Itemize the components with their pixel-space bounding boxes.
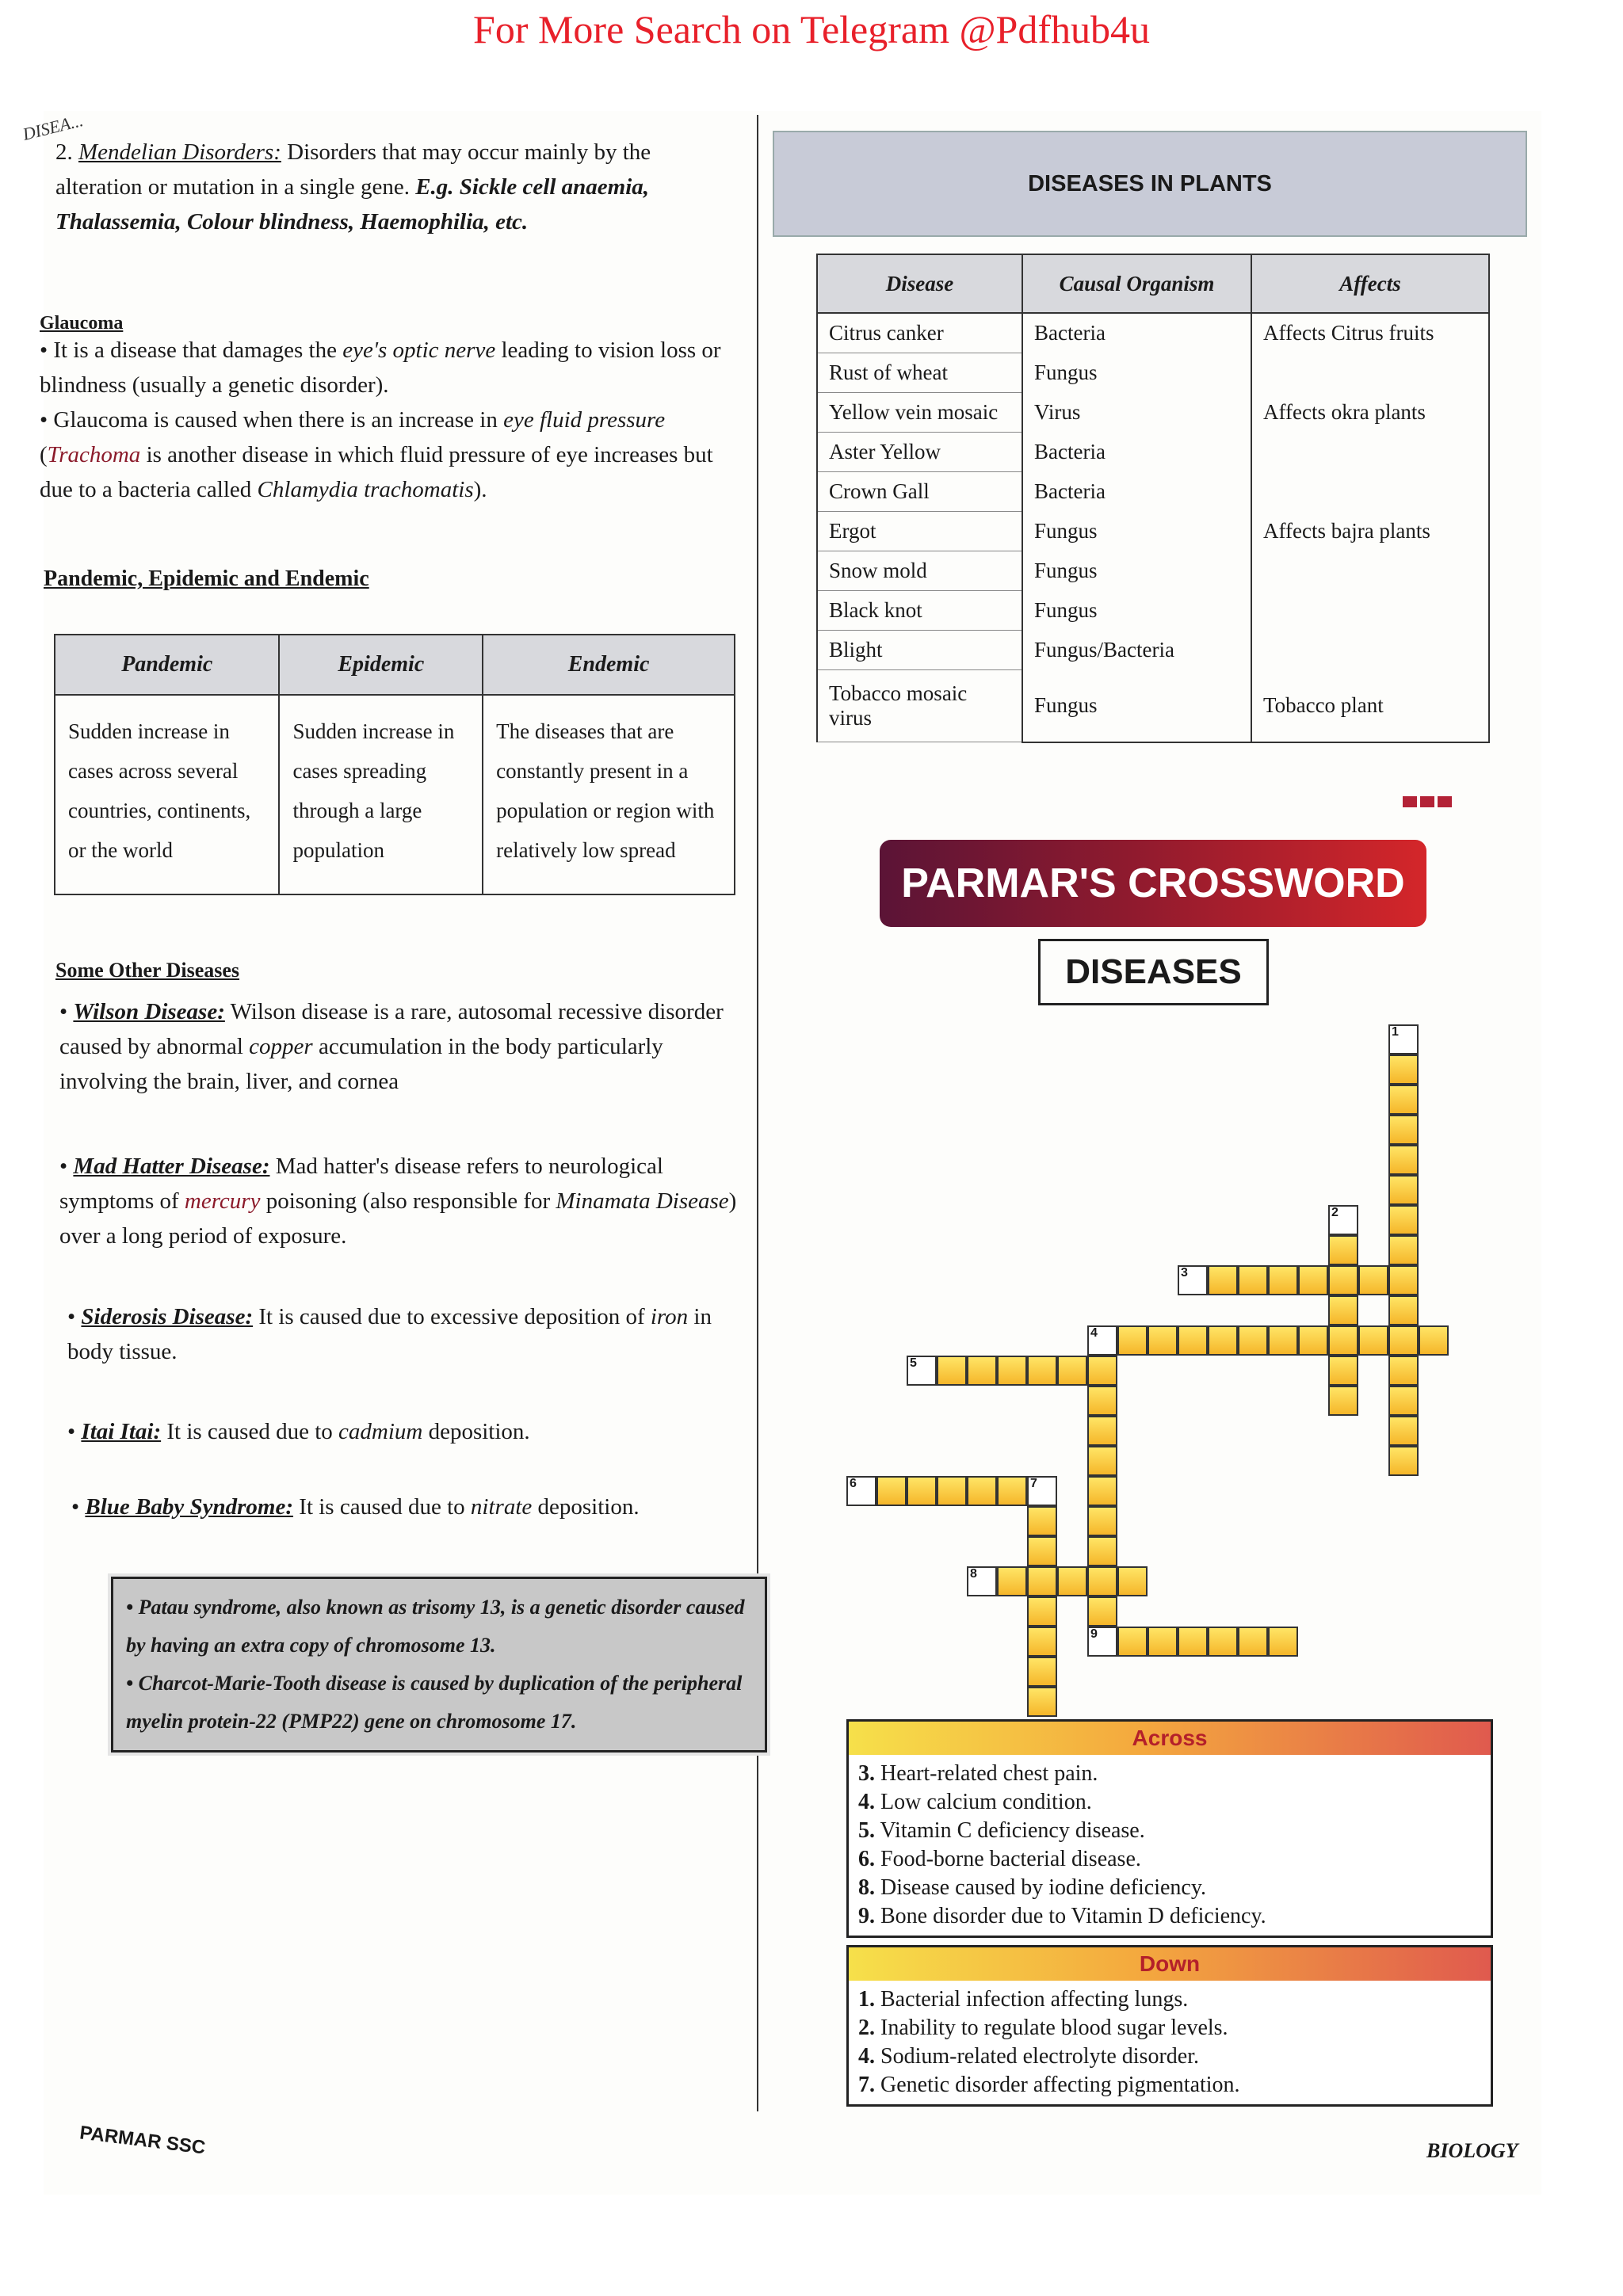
cell-number: 7 [1030, 1477, 1037, 1490]
plant-organism: Fungus/Bacteria [1022, 631, 1251, 670]
cell-number: 2 [1331, 1206, 1338, 1219]
glaucoma-title: Glaucoma [40, 313, 124, 334]
plant-row [817, 472, 1489, 512]
crossword-number-cell[interactable] [1027, 1476, 1057, 1506]
crossword-cell[interactable] [1388, 1386, 1419, 1416]
crossword-cell[interactable] [1027, 1566, 1057, 1596]
crossword-cell[interactable] [1027, 1356, 1057, 1386]
plant-row [817, 433, 1489, 472]
crossword-number-cell[interactable] [967, 1566, 997, 1596]
crossword-cell[interactable] [1388, 1356, 1419, 1386]
crossword-cell[interactable] [1388, 1446, 1419, 1476]
crossword-cell[interactable] [937, 1356, 967, 1386]
plant-organism: Bacteria [1022, 472, 1251, 512]
footer-subject: BIOLOGY [1426, 2139, 1518, 2162]
across-clue: 3. Heart-related chest pain. [858, 1761, 1098, 1786]
crossword-cell[interactable] [1027, 1627, 1057, 1657]
crossword-cell[interactable] [1298, 1265, 1328, 1295]
crossword-grid [846, 1024, 1488, 1714]
crossword-cell[interactable] [1087, 1476, 1117, 1506]
plants-title: DISEASES IN PLANTS [773, 131, 1527, 237]
organism-header: Causal Organism [1022, 254, 1251, 313]
plant-disease: Black knot [817, 591, 1022, 631]
crossword-cell[interactable] [1298, 1325, 1328, 1356]
epidemic-cell: Sudden increase in cases spreading through a large population [279, 695, 483, 894]
plants-table [816, 254, 1490, 743]
crossword-cell[interactable] [1268, 1265, 1298, 1295]
pandemic-header: Pandemic [55, 635, 279, 695]
crossword-cell[interactable] [1027, 1657, 1057, 1687]
note-patau: • Patau syndrome, also known as trisomy 13, is a genetic disorder caused by having an extra copy of chromosome 13. [126, 1596, 745, 1657]
crossword-number-cell[interactable] [846, 1476, 876, 1506]
disease-header: Disease [817, 254, 1022, 313]
crossword-cell[interactable] [1358, 1325, 1388, 1356]
crossword-title: PARMAR'S CROSSWORD [880, 840, 1426, 927]
crossword-subtitle: DISEASES [1038, 939, 1269, 1005]
crossword-cell[interactable] [967, 1476, 997, 1506]
crossword-cell[interactable] [1388, 1325, 1419, 1356]
note-charcot: • Charcot-Marie-Tooth disease is caused by duplication of the peripheral myelin protein-22 (PMP22) gene on chromosome 17. [126, 1672, 743, 1733]
crossword-cell[interactable] [1388, 1055, 1419, 1085]
crossword-cell[interactable] [1027, 1687, 1057, 1717]
crossword-cell[interactable] [1027, 1536, 1057, 1566]
plant-organism: Fungus [1022, 353, 1251, 393]
crossword-cell[interactable] [1388, 1175, 1419, 1205]
cell-number: 6 [850, 1477, 857, 1490]
mendelian-title: Mendelian Disorders: [78, 139, 281, 165]
decor-squares [1403, 796, 1455, 811]
cell-number: 5 [910, 1356, 917, 1370]
crossword-cell[interactable] [1388, 1115, 1419, 1145]
endemic-cell: The diseases that are constantly present in a population or region with relatively low spread [483, 695, 735, 894]
pandemic-table [54, 634, 735, 895]
genetic-note-box [111, 1577, 767, 1753]
plant-row [817, 631, 1489, 670]
crossword-cell[interactable] [1148, 1627, 1178, 1657]
crossword-cell[interactable] [1178, 1627, 1208, 1657]
plant-organism: Bacteria [1022, 313, 1251, 353]
across-clue: 5. Vitamin C deficiency disease. [858, 1818, 1145, 1843]
plant-row [817, 551, 1489, 591]
plant-row [817, 512, 1489, 551]
plant-disease: Yellow vein mosaic [817, 393, 1022, 433]
plant-affects: Affects okra plants [1251, 393, 1489, 433]
crossword-cell[interactable] [1358, 1265, 1388, 1295]
cell-number: 3 [1181, 1266, 1188, 1280]
header-fragment: DISEA... [21, 110, 86, 145]
crossword-cell[interactable] [1087, 1416, 1117, 1446]
crossword-number-cell[interactable] [907, 1356, 937, 1386]
epidemic-header: Epidemic [279, 635, 483, 695]
down-clue: 7. Genetic disorder affecting pigmentation. [858, 2073, 1240, 2097]
crossword-cell[interactable] [1388, 1205, 1419, 1235]
crossword-cell[interactable] [1057, 1356, 1087, 1386]
across-clue: 9. Bone disorder due to Vitamin D deficiency. [858, 1904, 1266, 1928]
telegram-banner: For More Search on Telegram @Pdfhub4u [473, 7, 1150, 51]
plant-row [817, 393, 1489, 433]
plant-affects [1251, 353, 1489, 393]
crossword-cell[interactable] [1027, 1596, 1057, 1627]
plant-row [817, 591, 1489, 631]
wilson-paragraph: • Wilson Disease: Wilson disease is a rare, autosomal recessive disorder caused by abnormal copper accumulation in the body particularly involving the brain, liver, and cornea [59, 999, 724, 1094]
crossword-cell[interactable] [997, 1356, 1027, 1386]
crossword-cell[interactable] [1388, 1085, 1419, 1115]
plant-disease: Citrus canker [817, 313, 1022, 353]
plant-affects [1251, 551, 1489, 591]
crossword-cell[interactable] [1148, 1325, 1178, 1356]
column-divider [757, 115, 758, 2111]
crossword-cell[interactable] [1328, 1386, 1358, 1416]
crossword-number-cell[interactable] [1178, 1265, 1208, 1295]
crossword-cell[interactable] [1087, 1356, 1117, 1386]
glaucoma-point-2: • Glaucoma is caused when there is an increase in eye fluid pressure [40, 407, 666, 433]
plant-disease: Aster Yellow [817, 433, 1022, 472]
crossword-cell[interactable] [1087, 1386, 1117, 1416]
crossword-cell[interactable] [997, 1566, 1027, 1596]
siderosis-paragraph: • Siderosis Disease: It is caused due to excessive deposition of iron in body tissue. [67, 1304, 712, 1364]
mendelian-num: 2. [55, 139, 73, 165]
crossword-cell[interactable] [1328, 1235, 1358, 1265]
cell-number: 4 [1090, 1326, 1098, 1340]
crossword-cell[interactable] [1087, 1446, 1117, 1476]
pandemic-title: Pandemic, Epidemic and Endemic [44, 566, 369, 591]
across-title: Across [849, 1722, 1491, 1755]
affects-header: Affects [1251, 254, 1489, 313]
across-clue: 6. Food-borne bacterial disease. [858, 1847, 1141, 1871]
crossword-cell[interactable] [1087, 1566, 1117, 1596]
plant-organism: Fungus [1022, 512, 1251, 551]
crossword-cell[interactable] [967, 1356, 997, 1386]
crossword-cell[interactable] [876, 1476, 907, 1506]
crossword-cell[interactable] [1057, 1566, 1087, 1596]
crossword-cell[interactable] [1238, 1325, 1268, 1356]
crossword-cell[interactable] [1388, 1295, 1419, 1325]
down-clue: 2. Inability to regulate blood sugar levels. [858, 2016, 1228, 2040]
footer-publisher: PARMAR SSC [78, 2122, 207, 2159]
pandemic-cell: Sudden increase in cases across several countries, continents, or the world [55, 695, 279, 894]
crossword-cell[interactable] [1388, 1416, 1419, 1446]
plant-affects [1251, 591, 1489, 631]
crossword-cell[interactable] [1268, 1627, 1298, 1657]
plant-affects: Affects Citrus fruits [1251, 313, 1489, 353]
other-diseases-title: Some Other Diseases [55, 959, 240, 982]
itai-itai-paragraph: • Itai Itai: It is caused due to cadmium deposition. [67, 1419, 530, 1444]
crossword-number-cell[interactable] [1328, 1205, 1358, 1235]
plant-organism: Fungus [1022, 551, 1251, 591]
plant-organism: Virus [1022, 393, 1251, 433]
crossword-cell[interactable] [1388, 1145, 1419, 1175]
crossword-cell[interactable] [1117, 1566, 1148, 1596]
crossword-cell[interactable] [997, 1476, 1027, 1506]
crossword-cell[interactable] [1328, 1356, 1358, 1386]
crossword-cell[interactable] [1208, 1325, 1238, 1356]
glaucoma-paragraph [40, 333, 737, 507]
plant-affects: Tobacco plant [1251, 670, 1489, 742]
crossword-cell[interactable] [1238, 1627, 1268, 1657]
plant-affects: Affects bajra plants [1251, 512, 1489, 551]
across-clue: 8. Disease caused by iodine deficiency. [858, 1875, 1207, 1900]
crossword-cell[interactable] [1087, 1506, 1117, 1536]
plant-disease: Tobacco mosaic virus [817, 670, 1022, 742]
mad-hatter-paragraph: • Mad Hatter Disease: Mad hatter's disease refers to neurological symptoms of mercury poisoning (also responsible for Minamata Disease) over a long period of exposure. [59, 1154, 737, 1249]
crossword-cell[interactable] [1419, 1325, 1449, 1356]
mendelian-text: Disorders that may occur mainly by the alteration or mutation in a single gene. [55, 139, 651, 200]
blue-baby-paragraph: • Blue Baby Syndrome: It is caused due to nitrate deposition. [71, 1494, 640, 1520]
crossword-cell[interactable] [907, 1476, 937, 1506]
crossword-cell[interactable] [1117, 1325, 1148, 1356]
crossword-cell[interactable] [1328, 1325, 1358, 1356]
plant-affects [1251, 433, 1489, 472]
plant-disease: Blight [817, 631, 1022, 670]
cell-number: 9 [1090, 1627, 1098, 1641]
cell-number: 1 [1392, 1025, 1399, 1039]
down-clue: 1. Bacterial infection affecting lungs. [858, 1987, 1189, 2012]
plant-disease: Crown Gall [817, 472, 1022, 512]
down-clues [846, 1945, 1493, 2107]
down-title: Down [849, 1947, 1491, 1981]
plant-affects [1251, 631, 1489, 670]
crossword-cell[interactable] [1388, 1235, 1419, 1265]
crossword-number-cell[interactable] [1087, 1325, 1117, 1356]
plant-row [817, 670, 1489, 742]
crossword-cell[interactable] [1208, 1265, 1238, 1295]
plant-affects [1251, 472, 1489, 512]
crossword-number-cell[interactable] [1388, 1024, 1419, 1055]
crossword-cell[interactable] [1087, 1536, 1117, 1566]
crossword-cell[interactable] [1117, 1627, 1148, 1657]
plant-organism: Fungus [1022, 591, 1251, 631]
crossword-cell[interactable] [1268, 1325, 1298, 1356]
crossword-cell[interactable] [1328, 1265, 1358, 1295]
plant-disease: Rust of wheat [817, 353, 1022, 393]
cell-number: 8 [970, 1567, 977, 1581]
crossword-cell[interactable] [1208, 1627, 1238, 1657]
plant-row [817, 313, 1489, 353]
crossword-cell[interactable] [1087, 1596, 1117, 1627]
across-clue: 4. Low calcium condition. [858, 1790, 1092, 1814]
mendelian-examples: E.g. Sickle cell anaemia, Thalassemia, Colour blindness, Haemophilia, etc. [55, 174, 650, 235]
plant-organism: Bacteria [1022, 433, 1251, 472]
crossword-cell[interactable] [1328, 1295, 1358, 1325]
plant-disease: Ergot [817, 512, 1022, 551]
crossword-number-cell[interactable] [1087, 1627, 1117, 1657]
endemic-header: Endemic [483, 635, 735, 695]
down-clue: 4. Sodium-related electrolyte disorder. [858, 2044, 1199, 2069]
crossword-cell[interactable] [937, 1476, 967, 1506]
crossword-cell[interactable] [1178, 1325, 1208, 1356]
crossword-cell[interactable] [1388, 1265, 1419, 1295]
across-clues [846, 1719, 1493, 1938]
crossword-cell[interactable] [1238, 1265, 1268, 1295]
crossword-cell[interactable] [1027, 1506, 1057, 1536]
glaucoma-point-1: • It is a disease that damages the eye's optic nerve leading to vision loss or blindness (usually a genetic disorder). [40, 338, 721, 398]
plant-organism: Fungus [1022, 670, 1251, 742]
mendelian-paragraph [55, 135, 737, 239]
glaucoma-point-3: (Trachoma is another disease in which fluid pressure of eye increases but due to a bacteria called Chlamydia trachomatis). [40, 442, 713, 502]
plant-disease: Snow mold [817, 551, 1022, 591]
plant-row [817, 353, 1489, 393]
